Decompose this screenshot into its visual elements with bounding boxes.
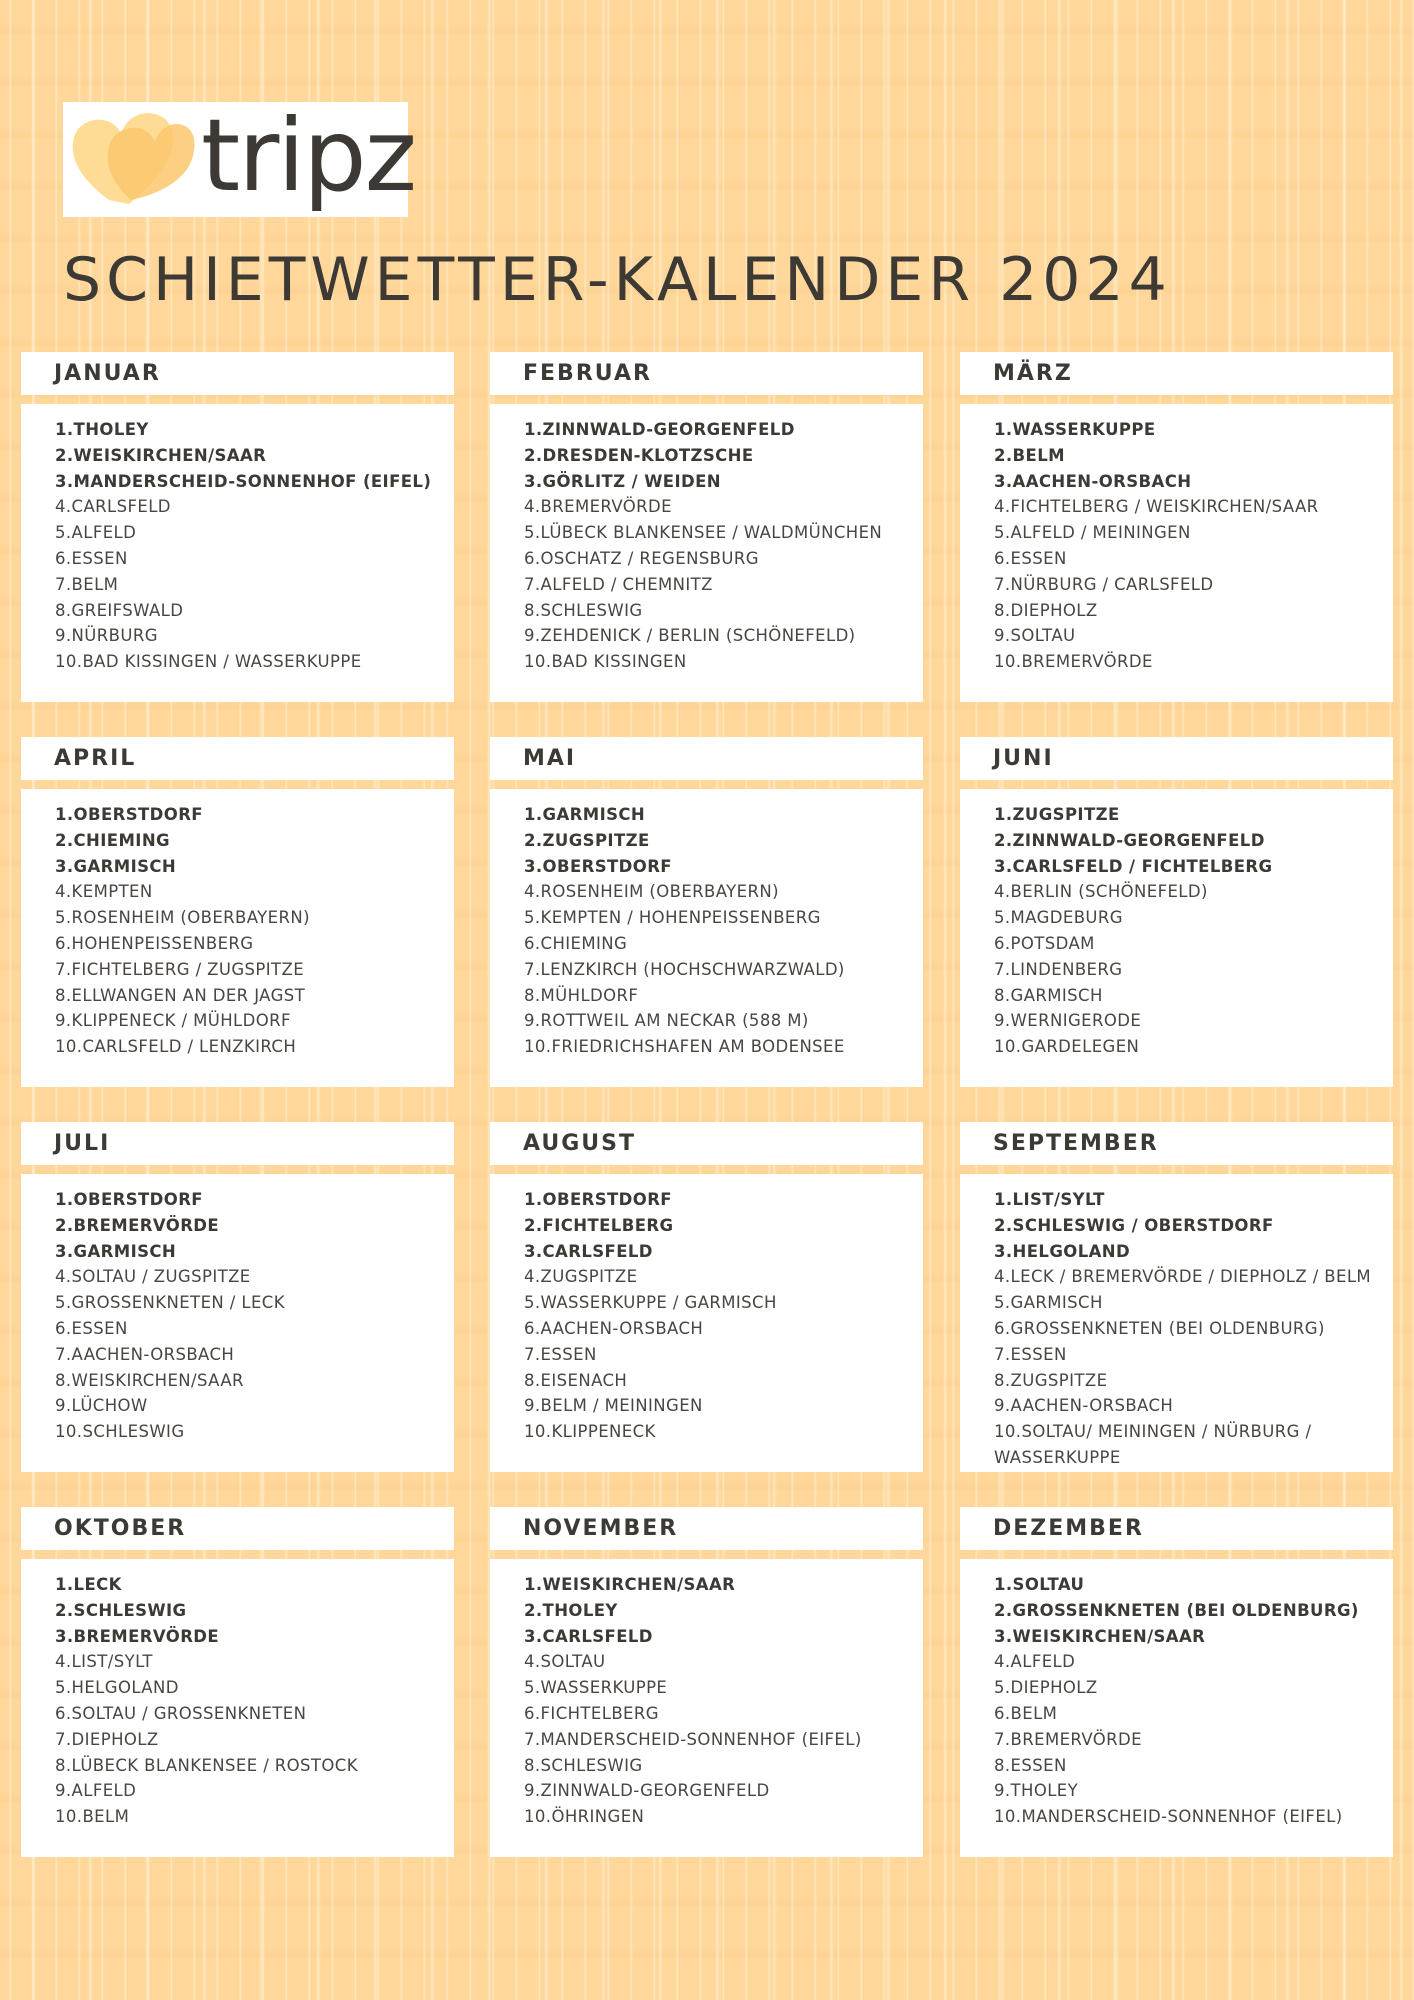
list-item: 1.OBERSTDORF [55, 1190, 203, 1209]
month-name: AUGUST [523, 1131, 636, 1156]
list-item: 4.BREMERVÖRDE [524, 497, 672, 517]
list-item: 8.ZUGSPITZE [994, 1370, 1108, 1390]
month-header [960, 1507, 1393, 1550]
month-ranking-list [21, 789, 454, 1087]
list-item: 10.MANDERSCHEID-SONNENHOF (EIFEL) [994, 1807, 1343, 1827]
list-item: 9.ALFELD [55, 1781, 137, 1801]
list-item: 3.MANDERSCHEID-SONNENHOF (EIFEL) [55, 471, 432, 491]
list-item: 10.ÖHRINGEN [524, 1807, 645, 1827]
list-item: 1.WEISKIRCHEN/SAAR [524, 1575, 736, 1594]
month-ranking-list [21, 1559, 454, 1857]
list-item: 9.KLIPPENECK / MÜHLDORF [55, 1011, 291, 1031]
list-item: 5.MAGDEBURG [994, 908, 1123, 928]
page-title: SCHIETWETTER-KALENDER 2024 [63, 245, 1172, 315]
list-item: 1.WASSERKUPPE [994, 420, 1156, 439]
list-item: 8.ELLWANGEN AN DER JAGST [55, 985, 306, 1005]
month-name: JUNI [993, 746, 1054, 771]
month-header [21, 1507, 454, 1550]
list-item: 8.WEISKIRCHEN/SAAR [55, 1370, 244, 1390]
list-item: 1.ZINNWALD-GEORGENFELD [524, 420, 795, 439]
list-item: 5.GARMISCH [994, 1293, 1103, 1313]
list-item: 2.CHIEMING [55, 830, 170, 850]
list-item: 2.SCHLESWIG / OBERSTDORF [994, 1215, 1274, 1235]
month-name: NOVEMBER [523, 1516, 679, 1541]
list-item: 6.BELM [994, 1703, 1058, 1723]
list-item: 5.DIEPHOLZ [994, 1678, 1098, 1698]
month-name: JULI [54, 1131, 111, 1156]
list-item: 2.BREMERVÖRDE [55, 1215, 220, 1235]
month-ranking-list [21, 404, 454, 702]
list-item: 2.ZINNWALD-GEORGENFELD [994, 830, 1265, 850]
month-name: OKTOBER [54, 1516, 187, 1541]
list-item: 4.CARLSFELD [55, 497, 171, 517]
list-item: 5.LÜBECK BLANKENSEE / WALDMÜNCHEN [524, 523, 883, 543]
month-name: DEZEMBER [993, 1516, 1144, 1541]
list-item: 6.AACHEN-ORSBACH [524, 1318, 704, 1338]
list-item: 6.ESSEN [55, 1318, 128, 1338]
list-item: 7.MANDERSCHEID-SONNENHOF (EIFEL) [524, 1729, 862, 1749]
list-item: 9.LÜCHOW [55, 1396, 148, 1416]
list-item: 1.ZUGSPITZE [994, 805, 1120, 824]
list-item: 4.LECK / BREMERVÖRDE / DIEPHOLZ / BELM [994, 1267, 1372, 1287]
list-item: 5.WASSERKUPPE / GARMISCH [524, 1293, 777, 1313]
list-item: 8.DIEPHOLZ [994, 600, 1098, 620]
month-ranking-list [960, 789, 1393, 1087]
month-name: MÄRZ [993, 361, 1073, 386]
list-item: 4.ZUGSPITZE [524, 1267, 638, 1287]
list-item: 9.THOLEY [994, 1781, 1079, 1801]
list-item: 9.WERNIGERODE [994, 1011, 1142, 1031]
list-item: 4.SOLTAU / ZUGSPITZE [55, 1267, 251, 1287]
list-item: 6.OSCHATZ / REGENSBURG [524, 548, 759, 568]
list-item: 3.WEISKIRCHEN/SAAR [994, 1626, 1206, 1646]
month-header [960, 737, 1393, 780]
list-item: 4.ALFELD [994, 1652, 1076, 1672]
list-item: 2.DRESDEN-KLOTZSCHE [524, 445, 754, 465]
list-item: 10.GARDELEGEN [994, 1037, 1140, 1057]
list-item: 4.BERLIN (SCHÖNEFELD) [994, 882, 1208, 902]
list-item: 7.DIEPHOLZ [55, 1729, 159, 1749]
list-item: 1.LIST/SYLT [994, 1190, 1105, 1209]
list-item: 3.CARLSFELD [524, 1626, 653, 1646]
month-ranking-list [490, 404, 923, 702]
list-item: 8.SCHLESWIG [524, 600, 643, 620]
list-item: 6.POTSDAM [994, 933, 1095, 953]
list-item: 1.THOLEY [55, 420, 149, 439]
list-item: 3.GÖRLITZ / WEIDEN [524, 471, 721, 491]
list-item: 8.EISENACH [524, 1370, 628, 1390]
list-item: 10.BREMERVÖRDE [994, 652, 1153, 672]
month-header [490, 1122, 923, 1165]
list-item: 2.THOLEY [524, 1600, 618, 1620]
list-item: 4.ROSENHEIM (OBERBAYERN) [524, 882, 779, 902]
list-item: 7.AACHEN-ORSBACH [55, 1344, 235, 1364]
list-item: 7.FICHTELBERG / ZUGSPITZE [55, 959, 305, 979]
list-item: 2.FICHTELBERG [524, 1215, 674, 1235]
list-item: 1.OBERSTDORF [55, 805, 203, 824]
list-item: 3.CARLSFELD / FICHTELBERG [994, 856, 1273, 876]
list-item: 5.ROSENHEIM (OBERBAYERN) [55, 908, 310, 928]
list-item: 3.BREMERVÖRDE [55, 1626, 220, 1646]
list-item: 10.BAD KISSINGEN / WASSERKUPPE [55, 652, 362, 672]
list-item: 5.ALFELD / MEININGEN [994, 523, 1191, 543]
list-item: 8.ESSEN [994, 1755, 1067, 1775]
list-item: 10.SCHLESWIG [55, 1422, 185, 1442]
list-item: 1.LECK [55, 1575, 122, 1594]
list-item: 9.NÜRBURG [55, 626, 158, 646]
list-item: 9.AACHEN-ORSBACH [994, 1396, 1174, 1416]
list-item: 10.SOLTAU/ MEININGEN / NÜRBURG / WASSERKUPPE [994, 1422, 1312, 1467]
list-item: 3.GARMISCH [55, 856, 177, 876]
list-item: 10.BELM [55, 1807, 130, 1827]
list-item: 6.ESSEN [55, 548, 128, 568]
tripz-logo [63, 97, 416, 217]
list-item: 1.GARMISCH [524, 805, 646, 824]
list-item: 6.HOHENPEISSENBERG [55, 933, 254, 953]
list-item: 5.HELGOLAND [55, 1678, 179, 1698]
list-item: 8.SCHLESWIG [524, 1755, 643, 1775]
month-header [490, 737, 923, 780]
list-item: 3.GARMISCH [55, 1241, 177, 1261]
list-item: 7.ESSEN [994, 1344, 1067, 1364]
list-item: 2.BELM [994, 445, 1065, 465]
list-item: 7.LINDENBERG [994, 959, 1123, 979]
list-item: 3.OBERSTDORF [524, 856, 672, 876]
month-name: FEBRUAR [523, 361, 652, 386]
list-item: 10.FRIEDRICHSHAFEN AM BODENSEE [524, 1037, 845, 1057]
list-item: 5.GROSSENKNETEN / LECK [55, 1293, 285, 1313]
list-item: 4.KEMPTEN [55, 882, 153, 902]
list-item: 1.OBERSTDORF [524, 1190, 672, 1209]
month-ranking-list [490, 789, 923, 1087]
list-item: 7.NÜRBURG / CARLSFELD [994, 574, 1214, 594]
list-item: 5.KEMPTEN / HOHENPEISSENBERG [524, 908, 821, 928]
month-header [21, 352, 454, 395]
list-item: 7.LENZKIRCH (HOCHSCHWARZWALD) [524, 959, 845, 979]
list-item: 8.GREIFSWALD [55, 600, 184, 620]
list-item: 9.SOLTAU [994, 626, 1076, 646]
month-header [21, 737, 454, 780]
list-item: 7.ESSEN [524, 1344, 597, 1364]
list-item: 1.SOLTAU [994, 1575, 1085, 1594]
list-item: 6.CHIEMING [524, 933, 628, 953]
month-name: MAI [523, 746, 577, 771]
heart-icon [69, 108, 199, 208]
logo-text: tripz [201, 97, 416, 214]
list-item: 3.HELGOLAND [994, 1241, 1131, 1261]
list-item: 5.WASSERKUPPE [524, 1678, 668, 1698]
list-item: 2.ZUGSPITZE [524, 830, 650, 850]
month-ranking-list [960, 1174, 1393, 1472]
month-ranking-list [960, 404, 1393, 702]
month-name: SEPTEMBER [993, 1131, 1159, 1156]
month-name: JANUAR [54, 361, 161, 386]
list-item: 5.ALFELD [55, 523, 137, 543]
list-item: 8.LÜBECK BLANKENSEE / ROSTOCK [55, 1755, 358, 1775]
list-item: 8.MÜHLDORF [524, 985, 639, 1005]
list-item: 4.SOLTAU [524, 1652, 606, 1672]
list-item: 10.BAD KISSINGEN [524, 652, 687, 672]
list-item: 3.CARLSFELD [524, 1241, 653, 1261]
list-item: 9.BELM / MEININGEN [524, 1396, 703, 1416]
list-item: 10.CARLSFELD / LENZKIRCH [55, 1037, 297, 1057]
month-header [21, 1122, 454, 1165]
month-ranking-list [490, 1559, 923, 1857]
month-name: APRIL [54, 746, 137, 771]
list-item: 7.ALFELD / CHEMNITZ [524, 574, 713, 594]
list-item: 2.GROSSENKNETEN (BEI OLDENBURG) [994, 1600, 1359, 1620]
list-item: 6.ESSEN [994, 548, 1067, 568]
list-item: 4.FICHTELBERG / WEISKIRCHEN/SAAR [994, 497, 1319, 517]
list-item: 7.BREMERVÖRDE [994, 1729, 1142, 1749]
month-header [960, 352, 1393, 395]
month-ranking-list [490, 1174, 923, 1472]
list-item: 8.GARMISCH [994, 985, 1103, 1005]
list-item: 6.SOLTAU / GROSSENKNETEN [55, 1703, 307, 1723]
list-item: 4.LIST/SYLT [55, 1652, 153, 1672]
list-item: 7.BELM [55, 574, 119, 594]
month-header [490, 1507, 923, 1550]
list-item: 6.GROSSENKNETEN (BEI OLDENBURG) [994, 1318, 1325, 1338]
list-item: 9.ROTTWEIL AM NECKAR (588 M) [524, 1011, 809, 1031]
list-item: 10.KLIPPENECK [524, 1422, 656, 1442]
list-item: 9.ZINNWALD-GEORGENFELD [524, 1781, 770, 1801]
month-ranking-list [21, 1174, 454, 1472]
list-item: 2.WEISKIRCHEN/SAAR [55, 445, 267, 465]
list-item: 9.ZEHDENICK / BERLIN (SCHÖNEFELD) [524, 626, 856, 646]
month-ranking-list [960, 1559, 1393, 1857]
list-item: 3.AACHEN-ORSBACH [994, 471, 1192, 491]
month-header [490, 352, 923, 395]
list-item: 2.SCHLESWIG [55, 1600, 187, 1620]
month-header [960, 1122, 1393, 1165]
list-item: 6.FICHTELBERG [524, 1703, 659, 1723]
